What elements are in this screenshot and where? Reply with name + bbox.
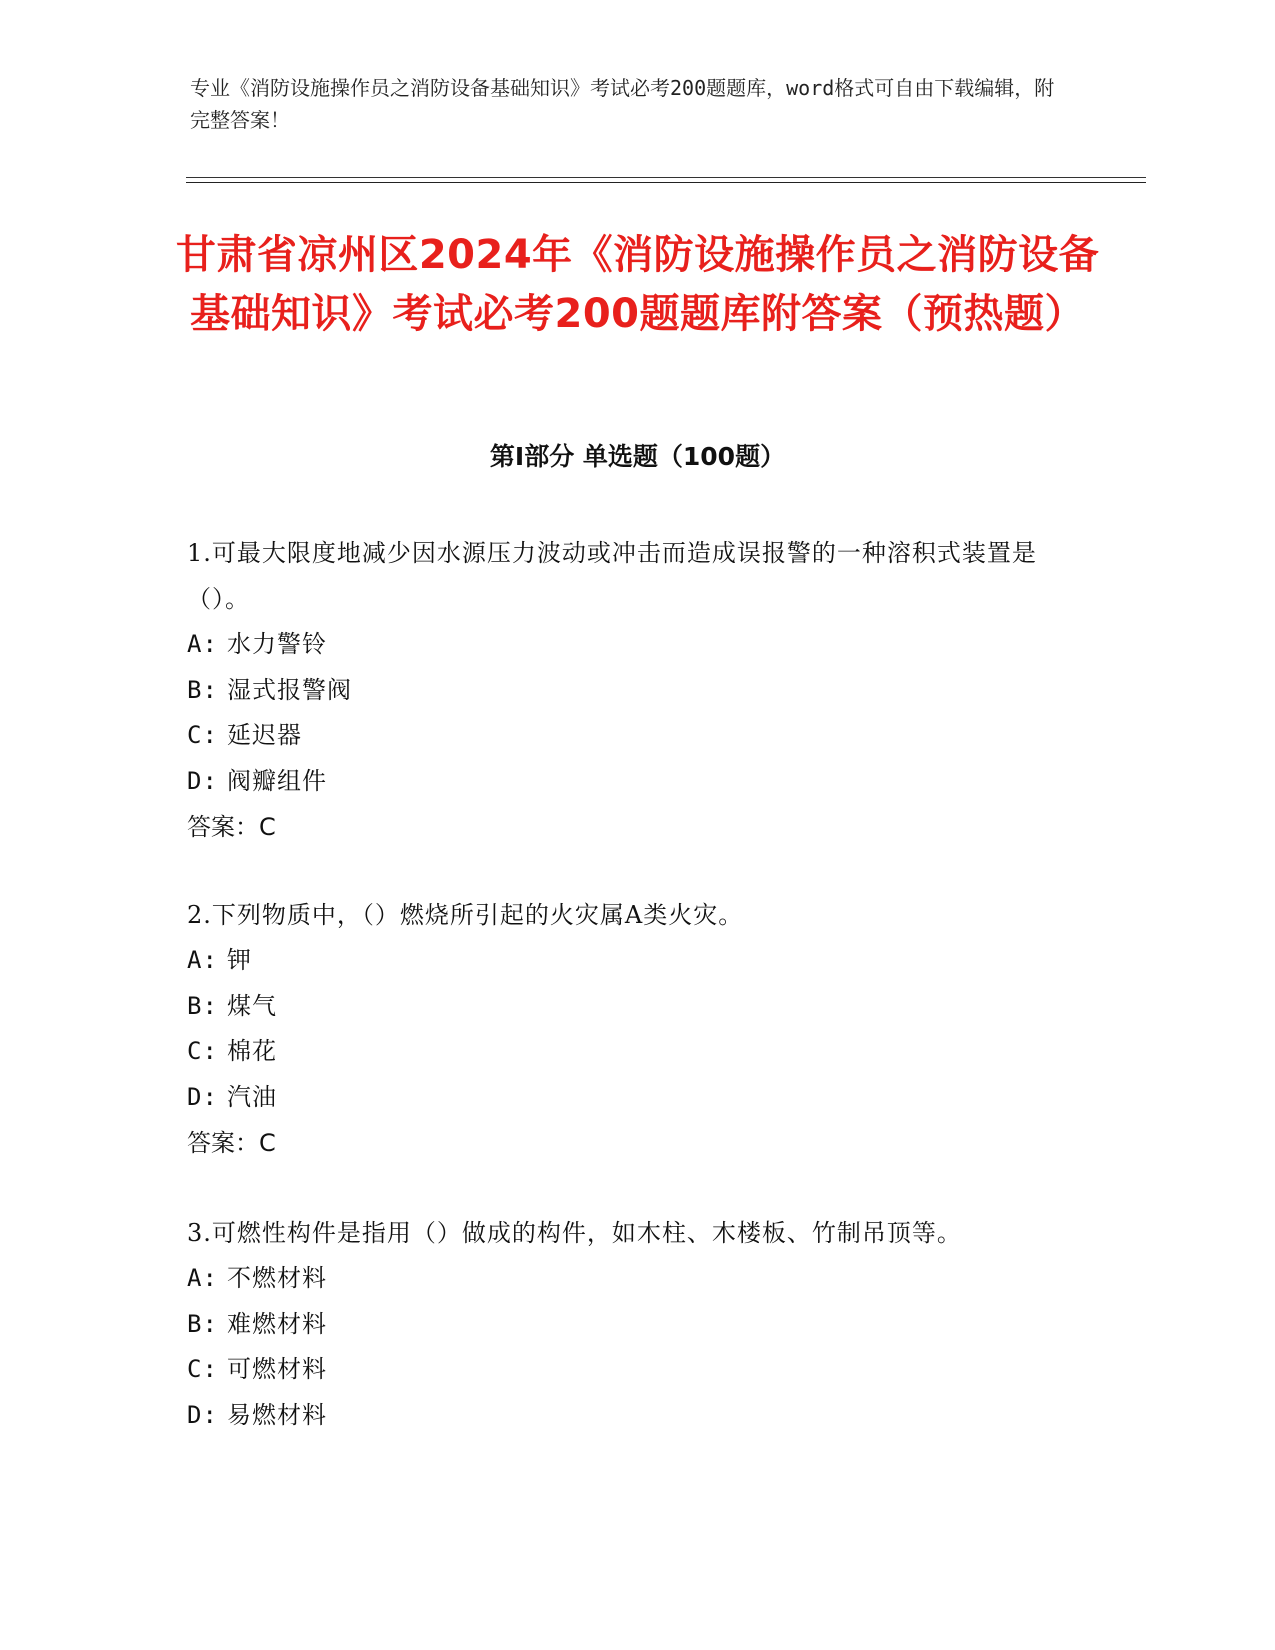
option-text: 水力警铃 — [227, 630, 327, 658]
option-text: 汽油 — [227, 1082, 277, 1111]
header-divider-top — [186, 177, 1146, 178]
option-text: 延迟器 — [227, 721, 302, 749]
option-text: 易燃材料 — [227, 1400, 327, 1429]
option-letter: B: — [187, 1309, 218, 1338]
option-letter: A: — [187, 946, 218, 974]
option-letter: B: — [187, 991, 218, 1020]
option-letter: D: — [187, 766, 218, 795]
option-letter: D: — [187, 1082, 218, 1111]
header-divider-bottom — [186, 182, 1146, 183]
question-2 — [187, 892, 1067, 1166]
option-c — [187, 713, 1067, 759]
answer-line: 答案：C — [187, 1129, 276, 1157]
option-text: 不燃材料 — [227, 1264, 327, 1292]
option-a — [187, 622, 1067, 668]
option-letter: A: — [187, 630, 218, 658]
option-text: 棉花 — [227, 1037, 277, 1065]
question-text: 2.下列物质中，（）燃烧所引起的火灾属A类火灾。 — [187, 901, 744, 929]
option-d — [187, 759, 1067, 805]
option-text: 湿式报警阀 — [227, 675, 352, 704]
option-b — [187, 1302, 1067, 1348]
question-3 — [187, 1210, 1067, 1438]
option-text: 难燃材料 — [227, 1309, 327, 1338]
question-text: 1.可最大限度地减少因水源压力波动或冲击而造成误报警的一种溶积式装置是（）。 — [187, 539, 1037, 613]
question-1 — [187, 530, 1067, 850]
option-letter: C: — [187, 721, 218, 749]
option-c — [187, 1029, 1067, 1075]
option-b — [187, 984, 1067, 1030]
option-letter: C: — [187, 1355, 218, 1383]
question-text: 3.可燃性构件是指用（）做成的构件，如木柱、木楼板、竹制吊顶等。 — [187, 1219, 962, 1247]
option-a — [187, 1256, 1067, 1302]
option-c — [187, 1347, 1067, 1393]
option-letter: C: — [187, 1037, 218, 1065]
answer-line: 答案：C — [187, 813, 276, 841]
section-heading: 第Ⅰ部分 单选题（100题） — [489, 442, 786, 471]
option-letter: D: — [187, 1400, 218, 1429]
option-b — [187, 668, 1067, 714]
option-letter: B: — [187, 675, 218, 704]
option-text: 阀瓣组件 — [227, 766, 327, 795]
header-note: 专业《消防设施操作员之消防设备基础知识》考试必考200题题库，word格式可自由下载编辑，附完整答案！ — [190, 76, 1055, 132]
option-text: 煤气 — [227, 991, 277, 1020]
document-title: 甘肃省凉州区2024年《消防设施操作员之消防设备基础知识》考试必考200题题库附答案（预热题） — [175, 232, 1100, 337]
option-text: 可燃材料 — [227, 1355, 327, 1383]
option-d — [187, 1393, 1067, 1439]
option-a — [187, 938, 1067, 984]
option-text: 钾 — [227, 946, 252, 974]
option-letter: A: — [187, 1264, 218, 1292]
option-d — [187, 1075, 1067, 1121]
